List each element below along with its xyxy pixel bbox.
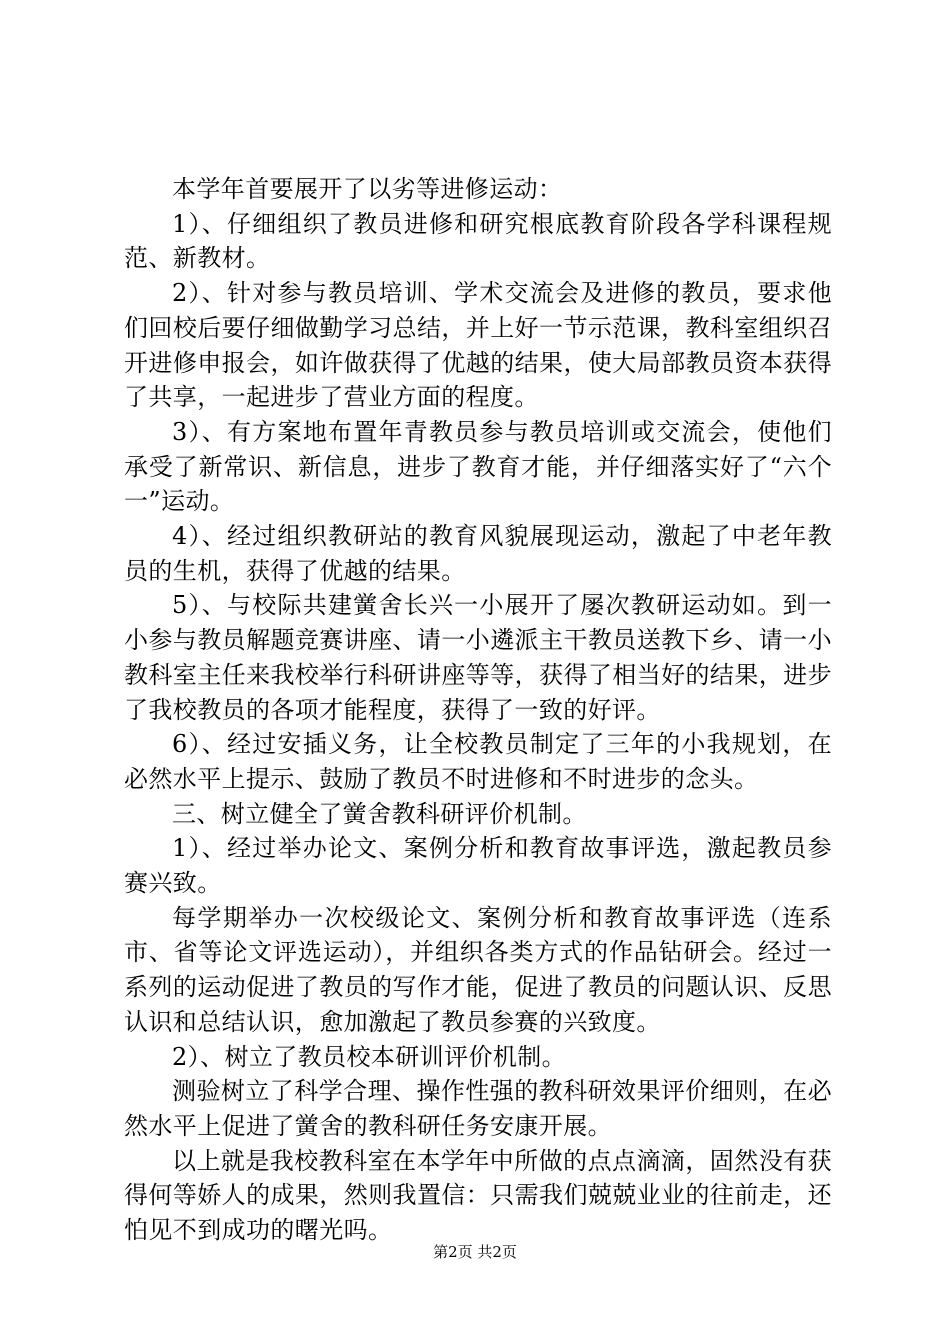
paragraph-item-5: 5）、与校际共建黉舍长兴一小展开了屡次教研运动如。到一小参与教员解题竞赛讲座、请一小遴派主干教员送教下乡、请一小教科室主任来我校举行科研讲座等等，获得了相当好的结果，进步了我校教员的各项才能程度，获得了一致的好评。 [124,591,832,724]
paragraph-section3-item-2-detail: 测验树立了科学合理、操作性强的教科研效果评价细则，在必然水平上促进了黉舍的教科研任务安康开展。 [124,1077,832,1140]
paragraph-activities-intro: 本学年首要展开了以劣等进修运动： [172,175,563,203]
paragraph-item-3: 3）、有方案地布置年青教员参与教员培训或交流会，使他们承受了新常识、新信息，进步了教育才能，并仔细落实好了“六个一”运动。 [124,417,832,516]
paragraph-item-2: 2）、针对参与教员培训、学术交流会及进修的教员，要求他们回校后要仔细做勤学习总结，并上好一节示范课，教科室组织召开进修申报会，如许做获得了优越的结果，使大局部教员资本获得了共享，一起进步了营业方面的程度。 [124,279,832,412]
document-body [124,172,832,1248]
paragraph-item-1: 1）、仔细组织了教员进修和研究根底教育阶段各学科课程规范、新教材。 [124,209,832,273]
section-heading-3: 三、树立健全了黉舍教科研评价机制。 [172,799,587,828]
paragraph-section3-item-1: 1）、经过举办论文、案例分析和教育故事评选，激起教员参赛兴致。 [124,834,832,898]
paragraph-conclusion: 以上就是我校教科室在本学年中所做的点点滴滴，固然没有获得何等娇人的成果，然则我置信：只需我们兢兢业业的往前走，还怕见不到成功的曙光吗。 [124,1146,832,1245]
page-footer: 第2页 共2页 [433,1243,517,1261]
paragraph-item-4: 4）、经过组织教研站的教育风貌展现运动，激起了中老年教员的生机，获得了优越的结果。 [124,522,832,585]
paragraph-section3-item-2: 2）、树立了教员校本研训评价机制。 [172,1042,567,1071]
paragraph-item-6: 6）、经过安插义务，让全校教员制定了三年的小我规划，在必然水平上提示、鼓励了教员不时进修和不时进步的念头。 [124,730,832,793]
paragraph-section3-item-1-detail: 每学期举办一次校级论文、案例分析和教育故事评选（连系市、省等论文评选运动），并组织各类方式的作品钻研会。经过一系列的运动促进了教员的写作才能，促进了教员的问题认识、反思认识和总结认识，愈加激起了教员参赛的兴致度。 [124,903,832,1036]
